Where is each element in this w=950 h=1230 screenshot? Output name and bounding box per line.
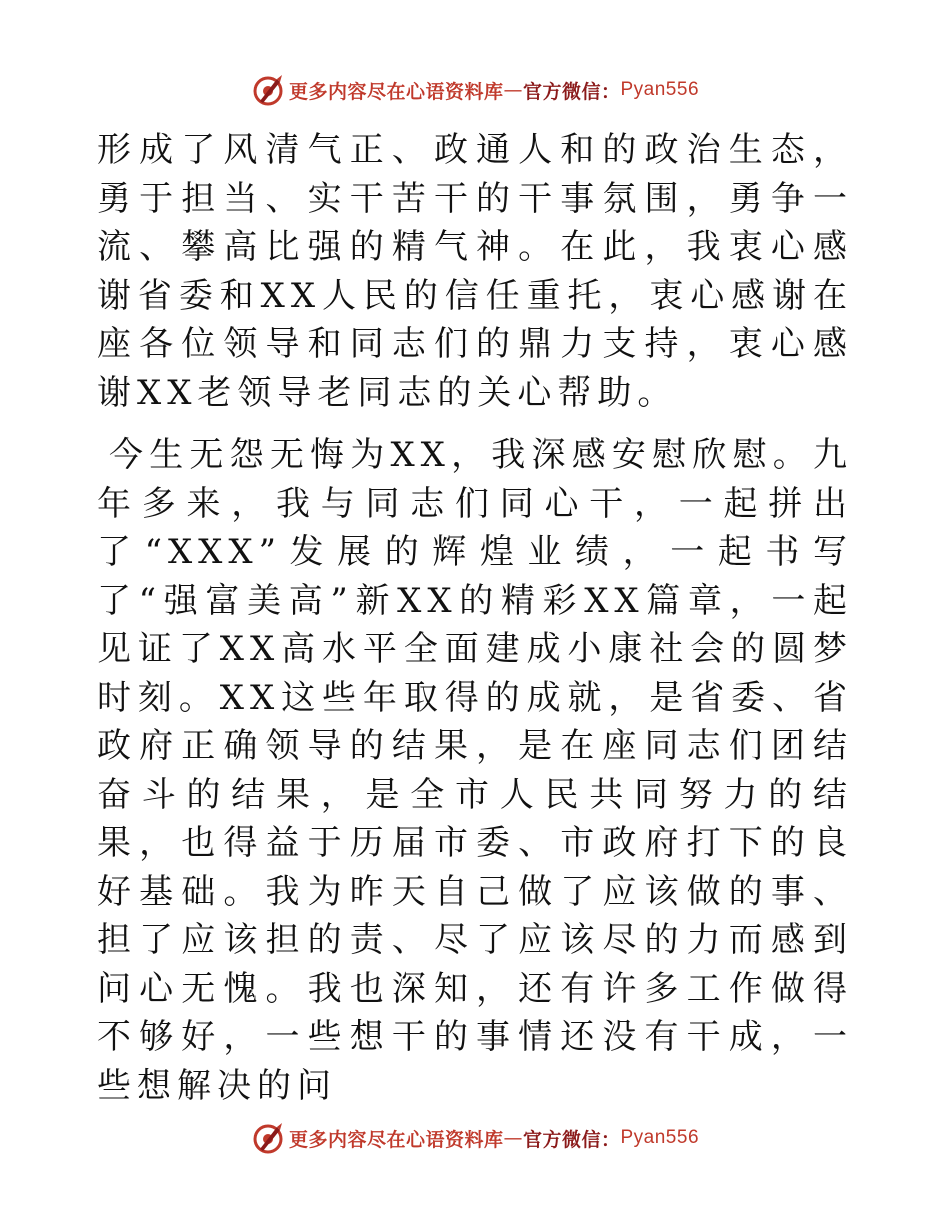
banner-main-text: 更多内容尽在心语资料库	[288, 80, 504, 103]
banner-wechat-label: 官方微信：	[522, 80, 621, 103]
quill-logo-icon	[251, 1121, 285, 1155]
banner-wechat-label: 官方微信：	[522, 1128, 621, 1151]
header-watermark	[0, 70, 950, 110]
paragraph-2: 今生无怨无悔为XX，我深感安慰欣慰。九年多来，我与同志们同心干，一起拼出了“XXX”发展的辉煌业绩，一起书写了“强富美高”新XX的精彩XX篇章，一起见证了XX高水平全面建成小康社会的圆梦时刻。XX这些年取得的成就，是省委、省政府正确领导的结果，是在座同志们团结奋斗的结果，是全市人民共同努力的结果，也得益于历届市委、市政府打下的良好基础。我为昨天自己做了应该做的事、担了应该担的责、尽了应该尽的力而感到问心无愧。我也深知，还有许多工作做得不够好，一些想干的事情还没有干成，一些想解决的问	[97, 435, 853, 1106]
banner-wechat-account: Pyan556	[620, 1127, 700, 1148]
banner-separator: —	[503, 1127, 523, 1149]
footer-watermark	[0, 1118, 950, 1158]
document-body	[97, 126, 853, 1110]
banner-main-text: 更多内容尽在心语资料库	[288, 1128, 504, 1151]
quill-logo-icon	[251, 73, 285, 107]
banner-separator: —	[503, 79, 523, 101]
paragraph-1: 形成了风清气正、政通人和的政治生态，勇于担当、实干苦干的干事氛围，勇争一流、攀高比强的精气神。在此，我衷心感谢省委和XX人民的信任重托，衷心感谢在座各位领导和同志们的鼎力支持，衷心感谢XX老领导老同志的关心帮助。	[97, 130, 853, 413]
banner-wechat-account: Pyan556	[620, 79, 700, 100]
